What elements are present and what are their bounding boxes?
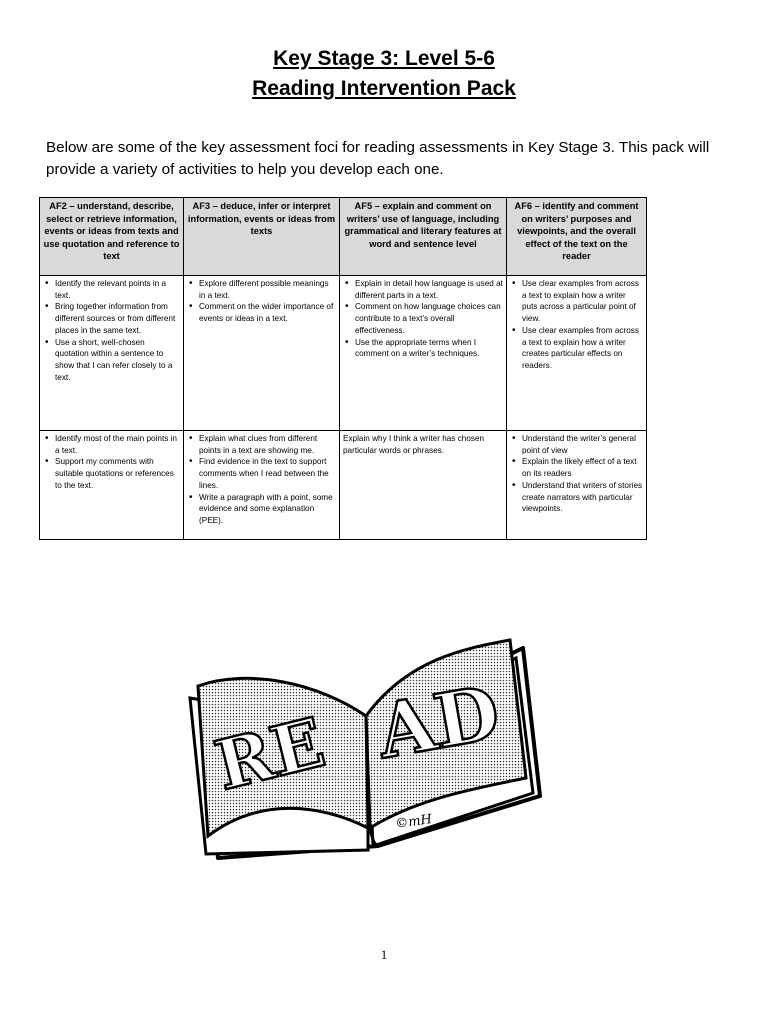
list-item: • Understand that writers of stories create narrators with particular viewpoints. [510,480,643,515]
header-af6: AF6 – identify and comment on writers’ purposes and viewpoints, and the overall effect of the text on the reader [507,198,647,276]
list-item: • Explain what clues from different points in a text are showing me. [187,433,336,456]
list-item: • Support my comments with suitable quotations or references to the text. [43,456,180,491]
list-item: • Write a paragraph with a point, some evidence and some explanation (PEE). [187,492,336,527]
page-title: Key Stage 3: Level 5-6 [273,47,495,70]
table-header-row [40,198,647,276]
cell-r2-af2 [40,431,184,540]
cell-r2-af5 [340,431,507,540]
header-af2: AF2 – understand, describe, select or retrieve information, events or ideas from texts and use quotation and reference to text [40,198,184,276]
list-item: • Explain in detail how language is used at different parts in a text. [343,278,503,301]
page-number: 1 [380,947,388,962]
list-item: • Identify most of the main points in a text. [43,433,180,456]
artist-signature: ©mH [394,812,433,832]
list-item: • Use clear examples from across a text to explain how a writer creates particular effects on readers. [510,325,643,372]
list-item: • Identify the relevant points in a text. [43,278,180,301]
cell-r2-af3 [184,431,340,540]
cell-r2-af6 [507,431,647,540]
header-af5: AF5 – explain and comment on writers’ use of language, including grammatical and literary features at word and sentence level [340,198,507,276]
read-right-letters: AD [371,669,506,776]
list-item: • Understand the writer’s general point of view [510,433,643,456]
list-item: • Comment on how language choices can contribute to a text’s overall effectiveness. [343,301,503,336]
list-item: • Explain the likely effect of a text on its readers [510,456,643,479]
open-book-read-illustration [178,628,548,863]
cell-r1-af2 [40,276,184,431]
cell-r1-af6 [507,276,647,431]
table-row [40,276,647,431]
list-item: • Find evidence in the text to support comments when I read between the lines. [187,456,336,491]
cell-r1-af3 [184,276,340,431]
header-af3: AF3 – deduce, infer or interpret information, events or ideas from texts [184,198,340,276]
intro-paragraph: Below are some of the key assessment foci for reading assessments in Key Stage 3. This pack will provide a variety of activities to help you develop each one. [46,139,710,178]
list-item: • Explore different possible meanings in a text. [187,278,336,301]
read-left-letters: RE [207,702,333,807]
assessment-foci-table [39,197,647,540]
list-item: • Use the appropriate terms when I comment on a writer’s techniques. [343,337,503,360]
table-row [40,431,647,540]
page-subtitle: Reading Intervention Pack [252,77,516,100]
list-item: • Comment on the wider importance of events or ideas in a text. [187,301,336,324]
cell-text: Explain why I think a writer has chosen particular words or phrases. [343,434,485,455]
cell-r1-af5 [340,276,507,431]
list-item: • Bring together information from different sources or from different places in the same text. [43,301,180,336]
list-item: • Use clear examples from across a text to explain how a writer puts across a particular point of view. [510,278,643,325]
list-item: • Use a short, well-chosen quotation within a sentence to show that I can refer closely to a text. [43,337,180,384]
